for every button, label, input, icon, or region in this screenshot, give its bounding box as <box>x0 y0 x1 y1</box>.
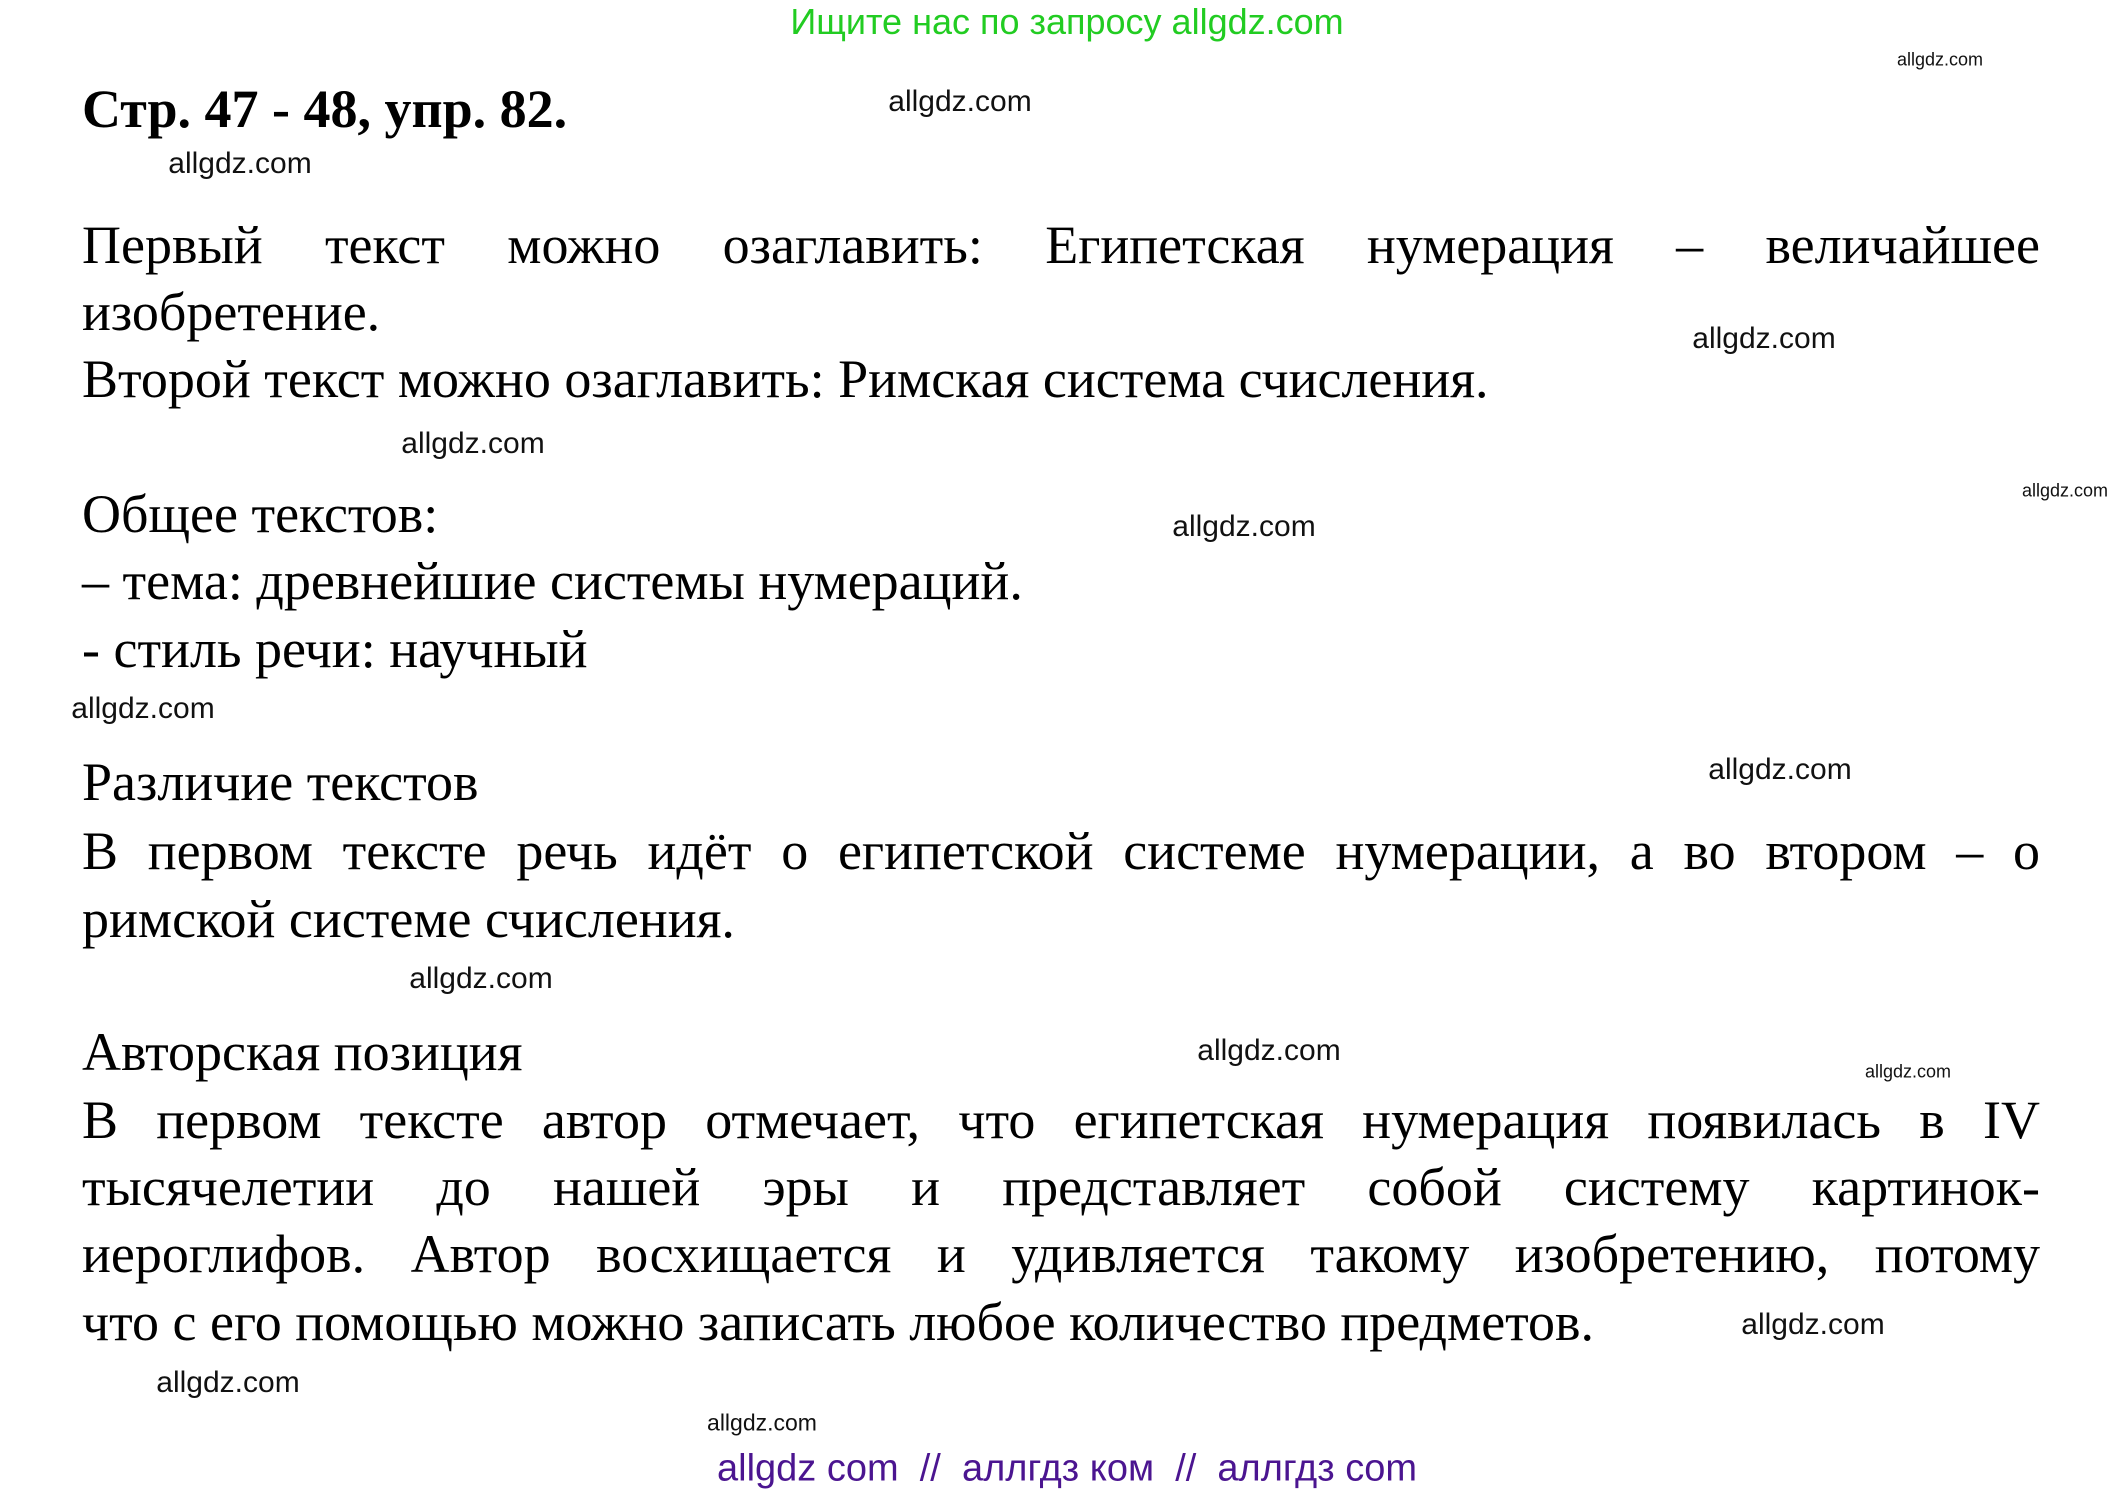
text-line: римской системе счисления. <box>82 889 735 949</box>
watermark: allgdz.com <box>1708 753 1852 786</box>
watermark: allgdz.com <box>1197 1034 1341 1067</box>
watermark: allgdz.com <box>401 427 545 460</box>
page-title: Стр. 47 - 48, упр. 82. <box>82 79 568 139</box>
text-line: Первый текст можно озаглавить: Египетская нумерация – величайшее <box>82 215 2040 275</box>
text-line: Второй текст можно озаглавить: Римская система счисления. <box>82 349 1489 409</box>
text-line: что с его помощью можно записать любое количество предметов. <box>82 1292 1595 1352</box>
text-line: изобретение. <box>82 282 381 342</box>
section-heading: Общее текстов: <box>82 484 439 544</box>
watermark: allgdz.com <box>156 1366 300 1399</box>
text-line: тысячелетии до нашей эры и представляет собой систему картинок- <box>82 1157 2040 1217</box>
text-line: иероглифов. Автор восхищается и удивляется такому изобретению, потому <box>82 1224 2040 1284</box>
text-line: - стиль речи: научный <box>82 619 588 679</box>
text-line: – тема: древнейшие системы нумераций. <box>82 551 1023 611</box>
section-heading: Авторская позиция <box>82 1022 523 1082</box>
search-banner: Ищите нас по запросу allgdz.com <box>790 1 1344 42</box>
text-line: В первом тексте автор отмечает, что египетская нумерация появилась в IV <box>82 1090 2040 1150</box>
watermark: allgdz.com <box>1692 322 1836 355</box>
watermark: allgdz.com <box>168 147 312 180</box>
footer-links[interactable]: allgdz com // аллгдз ком // аллгдз com <box>717 1447 1417 1490</box>
watermark: allgdz.com <box>1864 1061 1952 1082</box>
watermark: allgdz.com <box>409 962 553 995</box>
watermark: allgdz.com <box>71 692 215 725</box>
watermark: allgdz.com <box>1172 510 1316 543</box>
section-heading: Различие текстов <box>82 752 479 812</box>
watermark: allgdz.com <box>2021 480 2109 501</box>
text-line: В первом тексте речь идёт о египетской системе нумерации, а во втором – о <box>82 821 2040 881</box>
watermark: allgdz.com <box>1896 49 1984 70</box>
watermark: allgdz.com <box>707 1409 817 1436</box>
watermark: allgdz.com <box>888 85 1032 118</box>
watermark: allgdz.com <box>1741 1308 1885 1341</box>
